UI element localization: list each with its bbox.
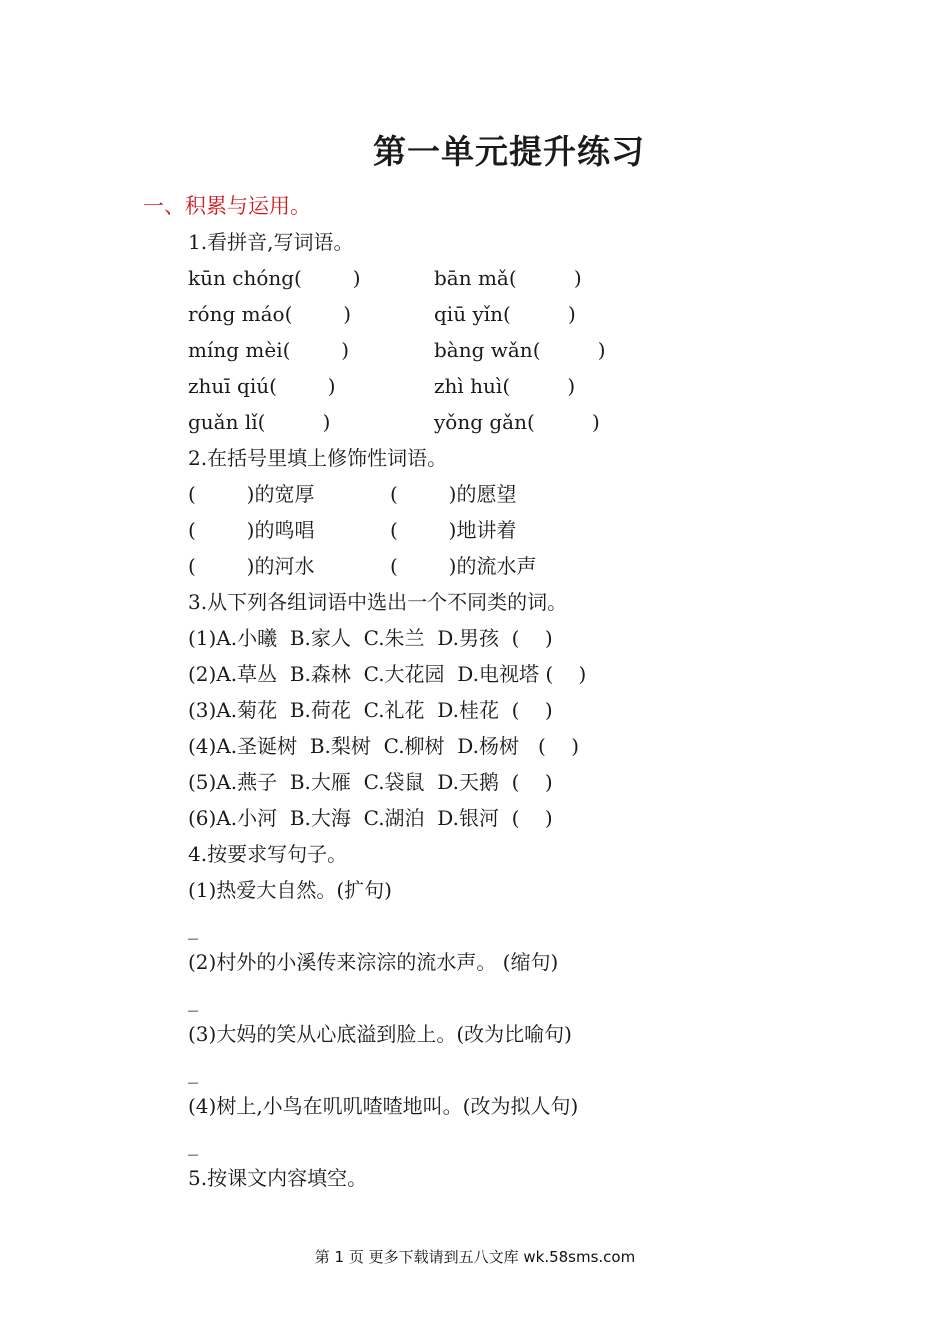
page-title: 第一单元提升练习 [373,132,645,171]
choice-row: (6)A.小河 B.大海 C.湖泊 D.银河 ( ) [188,806,553,830]
sentence-task: (3)大妈的笑从心底溢到脸上。(改为比喻句) [188,1022,572,1046]
pinyin-item: bān mǎ( ) [434,266,582,290]
fill-blank-item: ( )的宽厚 [188,482,315,506]
pinyin-item: zhuī qiú( ) [188,374,336,398]
question-4-heading: 4.按要求写句子。 [188,842,348,866]
fill-blank-item: ( )的流水声 [390,554,537,578]
fill-blank-item: ( )的鸣唱 [188,518,315,542]
choice-row: (4)A.圣诞树 B.梨树 C.柳树 D.杨树 ( ) [188,734,580,758]
question-3-heading: 3.从下列各组词语中选出一个不同类的词。 [188,590,568,614]
page-footer: 第 1 页 更多下载请到五八文库 wk.58sms.com [314,1248,636,1266]
question-2-heading: 2.在括号里填上修饰性词语。 [188,446,448,470]
pinyin-item: bàng wǎn( ) [434,338,606,362]
choice-row: (1)A.小曦 B.家人 C.朱兰 D.男孩 ( ) [188,626,553,650]
question-1-heading: 1.看拼音,写词语。 [188,230,354,254]
section-heading: 一、积累与运用。 [143,194,311,218]
question-5-heading: 5.按课文内容填空。 [188,1166,368,1190]
sentence-task: (2)村外的小溪传来淙淙的流水声。 (缩句) [188,950,559,974]
fill-blank-item: ( )地讲着 [390,518,517,542]
choice-row: (2)A.草丛 B.森林 C.大花园 D.电视塔 ( ) [188,662,587,686]
pinyin-item: kūn chóng( ) [188,266,361,290]
answer-line: _ [188,988,198,1012]
pinyin-item: yǒng gǎn( ) [434,410,600,434]
pinyin-item: zhì huì( ) [434,374,576,398]
sentence-task: (4)树上,小鸟在叽叽喳喳地叫。(改为拟人句) [188,1094,579,1118]
pinyin-item: qiū yǐn( ) [434,302,576,326]
choice-row: (3)A.菊花 B.荷花 C.礼花 D.桂花 ( ) [188,698,553,722]
pinyin-item: guǎn lǐ( ) [188,410,331,434]
fill-blank-item: ( )的愿望 [390,482,517,506]
answer-line: _ [188,1060,198,1084]
answer-line: _ [188,916,198,940]
fill-blank-item: ( )的河水 [188,554,315,578]
sentence-task: (1)热爱大自然。(扩句) [188,878,392,902]
pinyin-item: róng máo( ) [188,302,352,326]
choice-row: (5)A.燕子 B.大雁 C.袋鼠 D.天鹅 ( ) [188,770,553,794]
answer-line: _ [188,1132,198,1156]
pinyin-item: míng mèi( ) [188,338,350,362]
